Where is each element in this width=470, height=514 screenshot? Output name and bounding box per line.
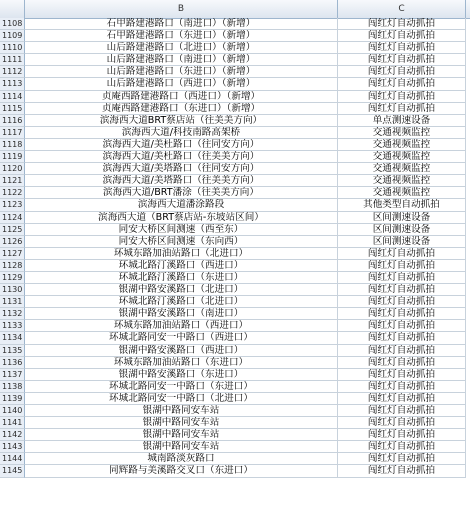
cell-device-type[interactable]: 闯红灯自动抓拍 bbox=[338, 78, 466, 90]
cell-location[interactable]: 银湖中路同安车站 bbox=[25, 441, 338, 453]
row-number[interactable]: 1122 bbox=[0, 187, 25, 199]
table-row bbox=[0, 187, 470, 199]
cell-device-type[interactable]: 闯红灯自动抓拍 bbox=[338, 66, 466, 78]
row-number[interactable]: 1126 bbox=[0, 236, 25, 248]
cell-device-type[interactable]: 闯红灯自动抓拍 bbox=[338, 30, 466, 42]
table-row bbox=[0, 296, 470, 308]
row-number[interactable]: 1109 bbox=[0, 30, 25, 42]
cell-location[interactable]: 银湖中路安溪路口（北进口） bbox=[25, 284, 338, 296]
cell-location[interactable]: 环城北路汀溪路口（北进口） bbox=[25, 296, 338, 308]
cell-location[interactable]: 环城东路加油站路口（北进口） bbox=[25, 248, 338, 260]
cell-device-type[interactable]: 闯红灯自动抓拍 bbox=[338, 465, 466, 477]
row-number[interactable]: 1144 bbox=[0, 453, 25, 465]
cell-location[interactable]: 同辉路与美溪路交叉口（东进口） bbox=[25, 465, 338, 477]
cell-location[interactable]: 同安大桥区间测速（西至东） bbox=[25, 224, 338, 236]
row-number[interactable]: 1118 bbox=[0, 139, 25, 151]
cell-location[interactable]: 石甲路建港路口（南进口）（新增） bbox=[25, 18, 338, 30]
row-number[interactable]: 1145 bbox=[0, 465, 25, 477]
cell-device-type[interactable]: 闯红灯自动抓拍 bbox=[338, 54, 466, 66]
table-row bbox=[0, 224, 470, 236]
cell-location[interactable]: 滨海西大道/科技南路高架桥 bbox=[25, 127, 338, 139]
row-number[interactable]: 1135 bbox=[0, 345, 25, 357]
table-row bbox=[0, 139, 470, 151]
cell-device-type[interactable]: 闯红灯自动抓拍 bbox=[338, 345, 466, 357]
column-header-bar bbox=[0, 0, 470, 19]
cell-device-type[interactable]: 闯红灯自动抓拍 bbox=[338, 417, 466, 429]
cell-device-type[interactable]: 闯红灯自动抓拍 bbox=[338, 393, 466, 405]
row-number[interactable]: 1123 bbox=[0, 199, 25, 211]
row-number[interactable]: 1113 bbox=[0, 78, 25, 90]
sheet-rows bbox=[0, 18, 470, 478]
cell-location[interactable]: 银湖中路安溪路口（南进口） bbox=[25, 308, 338, 320]
table-row bbox=[0, 272, 470, 284]
table-row bbox=[0, 115, 470, 127]
row-number[interactable]: 1128 bbox=[0, 260, 25, 272]
table-row bbox=[0, 381, 470, 393]
row-number[interactable]: 1134 bbox=[0, 332, 25, 344]
select-all-corner[interactable] bbox=[0, 0, 25, 18]
row-number[interactable]: 1138 bbox=[0, 381, 25, 393]
cell-device-type[interactable]: 闯红灯自动抓拍 bbox=[338, 296, 466, 308]
cell-location[interactable]: 环城北路同安一中路口（东进口） bbox=[25, 381, 338, 393]
row-number[interactable]: 1110 bbox=[0, 42, 25, 54]
cell-device-type[interactable]: 交通视频监控 bbox=[338, 163, 466, 175]
cell-device-type[interactable]: 区间测速设备 bbox=[338, 224, 466, 236]
row-number[interactable]: 1133 bbox=[0, 320, 25, 332]
row-number[interactable]: 1130 bbox=[0, 284, 25, 296]
cell-device-type[interactable]: 闯红灯自动抓拍 bbox=[338, 260, 466, 272]
table-row bbox=[0, 18, 470, 30]
table-row bbox=[0, 417, 470, 429]
table-row bbox=[0, 103, 470, 115]
cell-location[interactable]: 银湖中路安溪路口（东进口） bbox=[25, 369, 338, 381]
table-row bbox=[0, 248, 470, 260]
cell-device-type[interactable]: 交通视频监控 bbox=[338, 175, 466, 187]
row-number[interactable]: 1139 bbox=[0, 393, 25, 405]
column-header-b[interactable]: B bbox=[25, 0, 338, 18]
cell-location[interactable]: 山后路建港路口（东进口）（新增） bbox=[25, 66, 338, 78]
row-number[interactable]: 1124 bbox=[0, 212, 25, 224]
cell-location[interactable]: 银湖中路同安车站 bbox=[25, 429, 338, 441]
cell-device-type[interactable]: 单点测速设备 bbox=[338, 115, 466, 127]
cell-device-type[interactable]: 闯红灯自动抓拍 bbox=[338, 18, 466, 30]
cell-device-type[interactable]: 闯红灯自动抓拍 bbox=[338, 405, 466, 417]
cell-location[interactable]: 城南路淡灰路口 bbox=[25, 453, 338, 465]
table-row bbox=[0, 345, 470, 357]
cell-device-type[interactable]: 闯红灯自动抓拍 bbox=[338, 369, 466, 381]
table-row bbox=[0, 236, 470, 248]
cell-location[interactable]: 山后路建港路口（南进口）（新增） bbox=[25, 54, 338, 66]
cell-device-type[interactable]: 其他类型自动抓拍 bbox=[338, 199, 466, 211]
cell-location[interactable]: 滨海西大道/美杜路口（往美美方向） bbox=[25, 151, 338, 163]
cell-location[interactable]: 滨海西大道潘涂路段 bbox=[25, 199, 338, 211]
cell-device-type[interactable]: 闯红灯自动抓拍 bbox=[338, 272, 466, 284]
row-number[interactable]: 1111 bbox=[0, 54, 25, 66]
row-number[interactable]: 1140 bbox=[0, 405, 25, 417]
table-row bbox=[0, 405, 470, 417]
cell-device-type[interactable]: 区间测速设备 bbox=[338, 236, 466, 248]
table-row bbox=[0, 78, 470, 90]
cell-location[interactable]: 滨海西大道（BRT蔡店站-东坡站区间） bbox=[25, 212, 338, 224]
table-row bbox=[0, 453, 470, 465]
table-row bbox=[0, 332, 470, 344]
table-row bbox=[0, 441, 470, 453]
table-row bbox=[0, 175, 470, 187]
cell-device-type[interactable]: 闯红灯自动抓拍 bbox=[338, 284, 466, 296]
row-number[interactable]: 1112 bbox=[0, 66, 25, 78]
table-row bbox=[0, 465, 470, 477]
table-row bbox=[0, 369, 470, 381]
cell-location[interactable]: 环城北路同安一中路口（西进口） bbox=[25, 332, 338, 344]
cell-location[interactable]: 山后路建港路口（西进口）（新增） bbox=[25, 78, 338, 90]
row-number[interactable]: 1131 bbox=[0, 296, 25, 308]
cell-location[interactable]: 环城东路加油站路口（西进口） bbox=[25, 320, 338, 332]
cell-device-type[interactable]: 区间测速设备 bbox=[338, 212, 466, 224]
column-header-c[interactable]: C bbox=[338, 0, 466, 18]
row-number[interactable]: 1129 bbox=[0, 272, 25, 284]
table-row bbox=[0, 357, 470, 369]
row-number[interactable]: 1125 bbox=[0, 224, 25, 236]
cell-location[interactable]: 环城东路加油站路口（东进口） bbox=[25, 357, 338, 369]
cell-location[interactable]: 银湖中路同安车站 bbox=[25, 405, 338, 417]
row-number[interactable]: 1143 bbox=[0, 441, 25, 453]
cell-device-type[interactable]: 交通视频监控 bbox=[338, 187, 466, 199]
cell-location[interactable]: 银湖中路同安车站 bbox=[25, 417, 338, 429]
cell-device-type[interactable]: 闯红灯自动抓拍 bbox=[338, 103, 466, 115]
cell-device-type[interactable]: 闯红灯自动抓拍 bbox=[338, 453, 466, 465]
table-row bbox=[0, 91, 470, 103]
cell-device-type[interactable]: 交通视频监控 bbox=[338, 127, 466, 139]
cell-location[interactable]: 同安大桥区间测速（东向西） bbox=[25, 236, 338, 248]
cell-device-type[interactable]: 闯红灯自动抓拍 bbox=[338, 429, 466, 441]
cell-device-type[interactable]: 交通视频监控 bbox=[338, 139, 466, 151]
table-row bbox=[0, 42, 470, 54]
table-row bbox=[0, 199, 470, 211]
cell-location[interactable]: 滨海西大道BRT蔡店站（往美美方向） bbox=[25, 115, 338, 127]
cell-device-type[interactable]: 闯红灯自动抓拍 bbox=[338, 357, 466, 369]
table-row bbox=[0, 30, 470, 42]
row-number[interactable]: 1137 bbox=[0, 369, 25, 381]
table-row bbox=[0, 393, 470, 405]
table-row bbox=[0, 429, 470, 441]
cell-device-type[interactable]: 闯红灯自动抓拍 bbox=[338, 441, 466, 453]
cell-device-type[interactable]: 交通视频监控 bbox=[338, 151, 466, 163]
row-number[interactable]: 1136 bbox=[0, 357, 25, 369]
cell-location[interactable]: 滨海西大道/美塔路口（往同安方向） bbox=[25, 163, 338, 175]
cell-device-type[interactable]: 闯红灯自动抓拍 bbox=[338, 332, 466, 344]
cell-location[interactable]: 滨海西大道/BRT潘涂（往美美方向） bbox=[25, 187, 338, 199]
cell-location[interactable]: 环城北路同安一中路口（北进口） bbox=[25, 393, 338, 405]
row-number[interactable]: 1115 bbox=[0, 103, 25, 115]
row-number[interactable]: 1119 bbox=[0, 151, 25, 163]
cell-device-type[interactable]: 闯红灯自动抓拍 bbox=[338, 42, 466, 54]
cell-device-type[interactable]: 闯红灯自动抓拍 bbox=[338, 91, 466, 103]
row-number[interactable]: 1141 bbox=[0, 417, 25, 429]
cell-device-type[interactable]: 闯红灯自动抓拍 bbox=[338, 248, 466, 260]
table-row bbox=[0, 66, 470, 78]
table-row bbox=[0, 212, 470, 224]
table-row bbox=[0, 54, 470, 66]
cell-location[interactable]: 银湖中路安溪路口（西进口） bbox=[25, 345, 338, 357]
row-number[interactable]: 1116 bbox=[0, 115, 25, 127]
row-number[interactable]: 1108 bbox=[0, 18, 25, 30]
cell-location[interactable]: 环城北路汀溪路口（东进口） bbox=[25, 272, 338, 284]
table-row bbox=[0, 127, 470, 139]
cell-device-type[interactable]: 闯红灯自动抓拍 bbox=[338, 320, 466, 332]
cell-location[interactable]: 贞庵西路建港路口（东进口）（新增） bbox=[25, 103, 338, 115]
cell-location[interactable]: 环城北路汀溪路口（西进口） bbox=[25, 260, 338, 272]
cell-location[interactable]: 石甲路建港路口（东进口）（新增） bbox=[25, 30, 338, 42]
table-row bbox=[0, 320, 470, 332]
row-number[interactable]: 1121 bbox=[0, 175, 25, 187]
row-number[interactable]: 1117 bbox=[0, 127, 25, 139]
cell-device-type[interactable]: 闯红灯自动抓拍 bbox=[338, 381, 466, 393]
cell-location[interactable]: 滨海西大道/美杜路口（往同安方向） bbox=[25, 139, 338, 151]
row-number[interactable]: 1127 bbox=[0, 248, 25, 260]
table-row bbox=[0, 163, 470, 175]
cell-location[interactable]: 滨海西大道/美塔路口（往美美方向） bbox=[25, 175, 338, 187]
table-row bbox=[0, 151, 470, 163]
table-row bbox=[0, 308, 470, 320]
table-row bbox=[0, 260, 470, 272]
cell-device-type[interactable]: 闯红灯自动抓拍 bbox=[338, 308, 466, 320]
row-number[interactable]: 1142 bbox=[0, 429, 25, 441]
cell-location[interactable]: 山后路建港路口（北进口）（新增） bbox=[25, 42, 338, 54]
table-row bbox=[0, 284, 470, 296]
cell-location[interactable]: 贞庵西路建港路口（西进口）（新增） bbox=[25, 91, 338, 103]
row-number[interactable]: 1132 bbox=[0, 308, 25, 320]
row-number[interactable]: 1120 bbox=[0, 163, 25, 175]
row-number[interactable]: 1114 bbox=[0, 91, 25, 103]
